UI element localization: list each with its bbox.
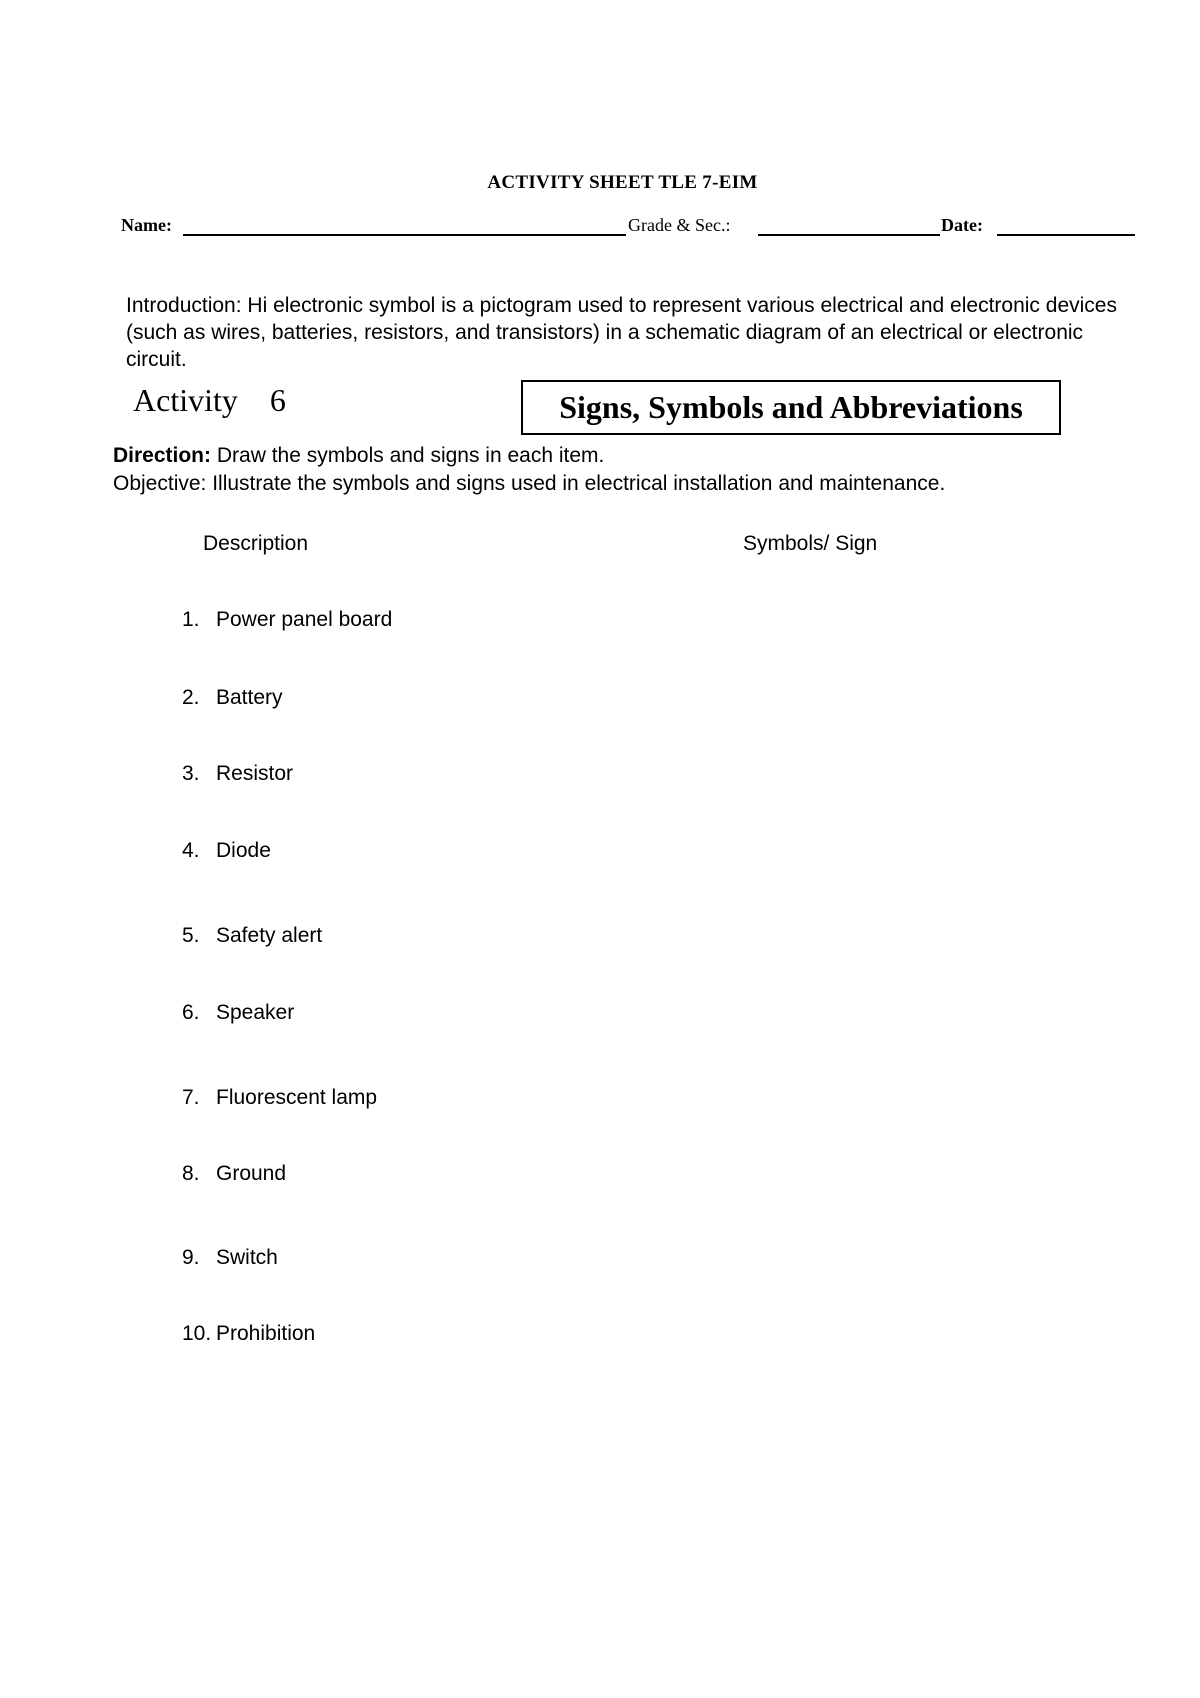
item-number: 6. xyxy=(182,1001,200,1024)
introduction-paragraph: Introduction: Hi electronic symbol is a pictogram used to represent various electrical and electronic devices (such as wires, batteries, resistors, and transistors) in a schematic diagram of an electrical or electronic circuit. xyxy=(126,294,1117,371)
direction-label: Direction: xyxy=(113,444,212,467)
student-info-row xyxy=(121,210,1135,236)
activity-heading xyxy=(133,382,286,419)
grade-section-label: Grade & Sec.: xyxy=(628,215,731,235)
topic-title: Signs, Symbols and Abbreviations xyxy=(559,389,1023,425)
name-label: Name: xyxy=(121,215,172,235)
item-number: 9. xyxy=(182,1246,200,1269)
item-number: 3. xyxy=(182,762,200,785)
list-item xyxy=(182,686,283,710)
sheet-title: ACTIVITY SHEET TLE 7-EIM xyxy=(487,172,758,193)
list-item xyxy=(182,1246,278,1270)
item-number: 1. xyxy=(182,608,200,631)
description-column-header: Description xyxy=(203,532,309,555)
item-number: 7. xyxy=(182,1086,200,1109)
item-label: Fluorescent lamp xyxy=(216,1086,378,1109)
item-number: 8. xyxy=(182,1162,200,1185)
item-label: Safety alert xyxy=(216,924,323,947)
list-item xyxy=(182,762,293,786)
item-label: Ground xyxy=(216,1162,287,1185)
item-label: Speaker xyxy=(216,1001,295,1024)
list-item xyxy=(182,839,271,863)
symbol-column-header: Symbols/ Sign xyxy=(743,532,878,555)
topic-box xyxy=(521,380,1061,435)
list-item xyxy=(182,1162,286,1186)
item-label: Prohibition xyxy=(216,1322,316,1345)
objective-line: Objective: Illustrate the symbols and signs used in electrical installation and maintenance. xyxy=(113,472,946,495)
grade-section-field[interactable] xyxy=(758,214,940,236)
list-item xyxy=(182,924,322,948)
item-label: Resistor xyxy=(216,762,294,785)
activity-label: Activity xyxy=(133,382,238,418)
item-number: 4. xyxy=(182,839,200,862)
item-label: Battery xyxy=(216,686,283,709)
item-number: 10. xyxy=(182,1322,212,1345)
date-label: Date: xyxy=(941,215,983,235)
item-label: Power panel board xyxy=(216,608,393,631)
direction-text: Draw the symbols and signs in each item. xyxy=(216,444,605,467)
item-label: Switch xyxy=(216,1246,278,1269)
list-item xyxy=(182,1322,315,1346)
instructions-block xyxy=(113,442,945,498)
list-item xyxy=(182,1086,377,1110)
item-number: 2. xyxy=(182,686,200,709)
date-field[interactable] xyxy=(997,214,1135,236)
activity-number: 6 xyxy=(269,382,286,418)
list-item xyxy=(182,608,392,632)
item-label: Diode xyxy=(216,839,271,862)
direction-line xyxy=(113,442,945,470)
name-field[interactable] xyxy=(183,214,626,236)
list-item xyxy=(182,1001,294,1025)
item-number: 5. xyxy=(182,924,200,947)
